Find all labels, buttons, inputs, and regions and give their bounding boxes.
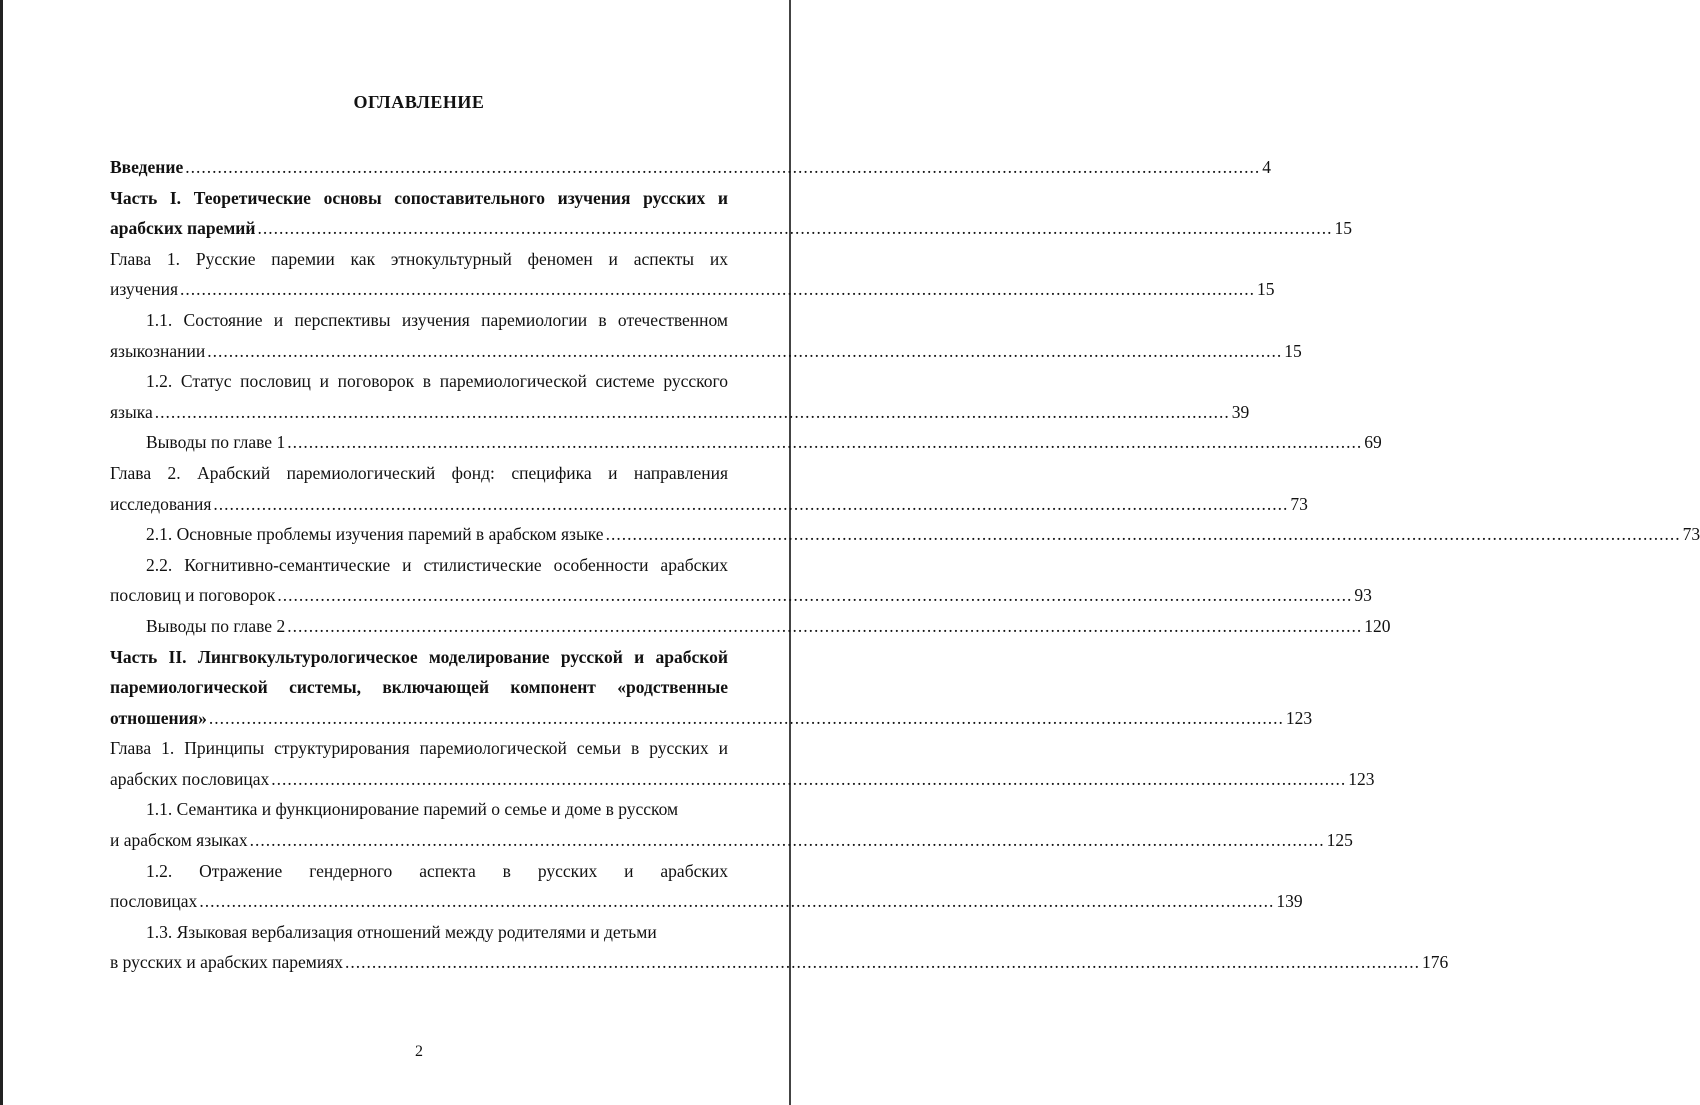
dot-leader: ........................................................................................................................................................................................................ (208, 707, 1284, 728)
toc-entry-page: 120 (1364, 615, 1391, 636)
dot-leader: ........................................................................................................................................................................................................ (257, 218, 1333, 239)
toc-entry-text-cont: арабских паремий (110, 218, 256, 239)
toc-entry-part-1-cont (110, 213, 1352, 244)
toc-entry-section-1-2[interactable] (110, 366, 728, 397)
toc-entry-section-2-2-cont (110, 580, 1372, 611)
dot-leader: ........................................................................................................................................................................................................ (605, 524, 1681, 545)
toc-entry-text: 1.1. Семантика и функционирование паремий о семье и доме в русском (146, 799, 679, 820)
dot-leader: ........................................................................................................................................................................................................ (180, 279, 1256, 300)
toc-entry-chapter-2[interactable] (110, 458, 728, 489)
toc-entry-conclusions-2[interactable] (110, 611, 1391, 642)
toc-entry-text-cont: исследования (110, 493, 212, 514)
toc-entry-conclusions-1[interactable] (110, 427, 1382, 458)
toc-entry-page: 125 (1326, 830, 1353, 851)
toc-entry-text-cont: в русских и арабских паремиях (110, 952, 344, 973)
toc-entry-text-cont: пословиц и поговорок (110, 585, 276, 606)
dot-leader: ........................................................................................................................................................................................................ (213, 493, 1289, 514)
toc-entry-part-2-section-1-3[interactable] (110, 917, 728, 948)
toc-entry-text-cont: арабских пословицах (110, 768, 270, 789)
toc-entry-part-2-section-1-3-cont (110, 947, 1449, 978)
toc-entry-page: 4 (1262, 157, 1271, 177)
dot-leader: ........................................................................................................................................................................................................ (154, 401, 1230, 422)
toc-entry-text-cont: пословицах (110, 891, 198, 912)
toc-entry-text-cont: и арабском языках (110, 830, 248, 851)
toc-entry-text: Глава 1. Русские паремии как этнокультурный феномен и аспекты их (110, 248, 728, 269)
toc-entry-text: 1.2. Отражение гендерного аспекта в русских и арабских (146, 860, 728, 881)
scan-edge-left (0, 0, 3, 1105)
toc-entry-chapter-1-cont (110, 274, 1275, 305)
toc-entry-text-cont: языка (110, 401, 153, 422)
dot-leader: ........................................................................................................................................................................................................ (185, 157, 1261, 177)
toc-entry-text: Введение (110, 157, 184, 177)
toc-entry-text-line-2: паремиологической системы, включающей компонент «родственные (110, 677, 728, 698)
dot-leader: ........................................................................................................................................................................................................ (287, 432, 1363, 453)
toc-entry-text: Глава 1. Принципы структурирования паремиологической семьи в русских и (110, 738, 728, 759)
toc-entry-page: 123 (1348, 768, 1375, 789)
toc-entry-text-cont: отношения» (110, 707, 207, 728)
toc-entry-part-1[interactable] (110, 183, 728, 214)
toc-entry-text-cont: изучения (110, 279, 179, 300)
dot-leader: ........................................................................................................................................................................................................ (249, 830, 1325, 851)
toc-entry-text: 1.2. Статус пословиц и поговорок в паремиологической системе русского (146, 371, 728, 392)
toc-entry-page: 93 (1354, 585, 1372, 606)
toc-entry-section-2-1[interactable] (110, 519, 1700, 550)
page-number: 2 (415, 1043, 423, 1060)
toc-entry-text: Выводы по главе 2 (146, 615, 286, 636)
toc-entry-part-2-cont (110, 703, 1313, 734)
toc-entry-page: 39 (1231, 401, 1250, 422)
page-title: ОГЛАВЛЕНИЕ (353, 92, 485, 112)
toc-entry-text: Глава 2. Арабский паремиологический фонд: специфика и направления (110, 462, 728, 483)
toc-entry-page: 176 (1422, 952, 1449, 973)
toc-entry-page: 139 (1276, 891, 1303, 912)
toc-entry-chapter-2-cont (110, 489, 1308, 520)
toc-entry-text: 1.3. Языковая вербализация отношений между родителями и детьми (146, 921, 657, 942)
dot-leader: ........................................................................................................................................................................................................ (345, 952, 1421, 973)
toc-entry-page: 73 (1682, 524, 1700, 545)
toc-entry-part-2-section-1-1[interactable] (110, 794, 728, 825)
toc-entry-introduction[interactable] (110, 152, 1271, 183)
toc-entry-part-2-line-2 (110, 672, 728, 703)
toc-entry-text-cont: языкознании (110, 340, 206, 361)
dot-leader: ........................................................................................................................................................................................................ (199, 891, 1275, 912)
toc-entry-page: 123 (1285, 707, 1313, 728)
toc-entry-page: 15 (1257, 279, 1275, 300)
toc-entry-page: 69 (1364, 432, 1382, 453)
toc-entry-part-2-chapter-1[interactable] (110, 733, 728, 764)
toc-entry-page: 15 (1334, 218, 1352, 239)
toc-entry-part-2-section-1-2-cont (110, 886, 1303, 917)
toc-entry-text: Часть II. Лингвокультурологическое моделирование русской и арабской (110, 646, 728, 667)
dot-leader: ........................................................................................................................................................................................................ (287, 615, 1363, 636)
toc-entry-part-2-chapter-1-cont (110, 764, 1375, 795)
toc-entry-section-1-2-cont (110, 397, 1250, 428)
dot-leader: ........................................................................................................................................................................................................ (207, 340, 1283, 361)
toc-entry-text: Выводы по главе 1 (146, 432, 286, 453)
toc-entry-text: Часть I. Теоретические основы сопоставительного изучения русских и (110, 187, 728, 208)
toc-entry-text: 2.1. Основные проблемы изучения паремий в арабском языке (146, 524, 604, 545)
dot-leader: ........................................................................................................................................................................................................ (271, 768, 1347, 789)
toc-entry-section-1-1[interactable] (110, 305, 728, 336)
toc-entry-page: 15 (1284, 340, 1302, 361)
toc-entry-chapter-1[interactable] (110, 244, 728, 275)
dot-leader: ........................................................................................................................................................................................................ (277, 585, 1353, 606)
toc-entry-text: 1.1. Состояние и перспективы изучения паремиологии в отечественном (146, 309, 728, 330)
toc-entry-section-2-2[interactable] (110, 550, 728, 581)
toc-entry-section-1-1-cont (110, 336, 1302, 367)
toc-entry-page: 73 (1290, 493, 1308, 514)
toc-entry-part-2[interactable] (110, 642, 728, 673)
table-of-contents (110, 152, 1700, 978)
toc-entry-part-2-section-1-2[interactable] (110, 856, 728, 887)
toc-entry-text: 2.2. Когнитивно-семантические и стилистические особенности арабских (146, 554, 728, 575)
toc-entry-part-2-section-1-1-cont (110, 825, 1353, 856)
